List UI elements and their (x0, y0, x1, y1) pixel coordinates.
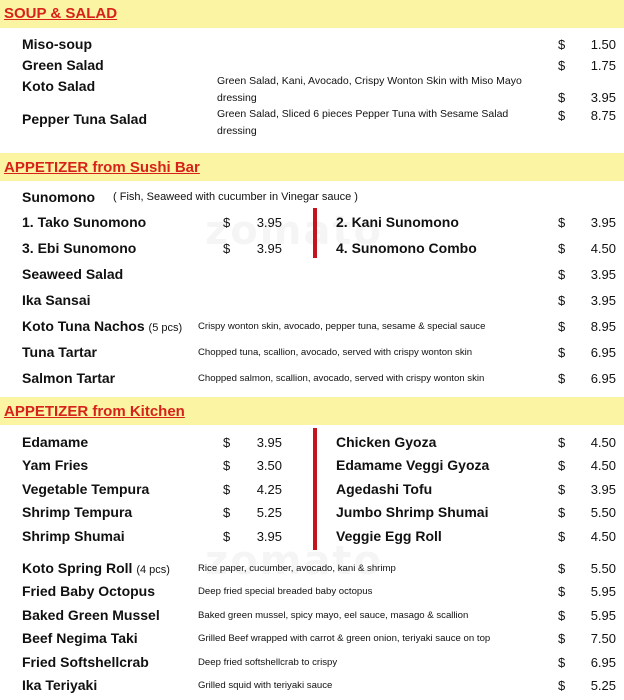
currency-symbol: $ (558, 241, 566, 256)
currency-symbol: $ (558, 293, 566, 308)
menu-item-price: 3.95 (256, 215, 282, 230)
menu-item-price: 4.50 (590, 458, 616, 473)
currency-symbol: $ (558, 58, 566, 73)
currency-symbol: $ (558, 608, 566, 623)
currency-symbol: $ (223, 505, 231, 520)
currency-symbol: $ (558, 108, 566, 123)
menu-item-name: Edamame (22, 434, 89, 450)
menu-item-note: ( Fish, Seaweed with cucumber in Vinegar sauce ) (113, 191, 358, 203)
currency-symbol: $ (558, 435, 566, 450)
menu-item-price: 4.50 (590, 435, 616, 450)
menu-item-name: Salmon Tartar (22, 370, 116, 386)
menu-item-description: Crispy wonton skin, avocado, pepper tuna, sesame & special sauce (198, 321, 486, 332)
currency-symbol: $ (558, 371, 566, 386)
currency-symbol: $ (558, 458, 566, 473)
menu-item-name: Seaweed Salad (22, 266, 124, 282)
menu-item-description: Green Salad, Sliced 6 pieces Pepper Tuna with Sesame Salad dressing (217, 108, 509, 137)
menu-item-name: 2. Kani Sunomono (336, 214, 459, 230)
section-header-sushi-bar (0, 153, 624, 181)
menu-item-name: Tuna Tartar (22, 344, 97, 360)
currency-symbol: $ (558, 267, 566, 282)
menu-item-name-text: Koto Tuna Nachos (22, 318, 145, 334)
currency-symbol: $ (223, 241, 231, 256)
menu-item-name: Sunomono (22, 189, 96, 205)
currency-symbol: $ (558, 631, 566, 646)
menu-item-price: 4.50 (590, 529, 616, 544)
menu-item-price: 6.95 (590, 655, 616, 670)
currency-symbol: $ (558, 655, 566, 670)
menu-item-description: Baked green mussel, spicy mayo, eel sauce, masago & scallion (198, 610, 469, 621)
menu-item-description: Grilled squid with teriyaki sauce (198, 680, 333, 691)
menu-item-price: 5.50 (590, 505, 616, 520)
menu-item-description: Rice paper, cucumber, avocado, kani & shrimp (198, 563, 396, 574)
menu-item-price: 6.95 (590, 371, 616, 386)
menu-item-price: 1.50 (590, 37, 616, 52)
menu-item-name-text: Koto Spring Roll (22, 560, 133, 576)
currency-symbol: $ (223, 458, 231, 473)
menu-item-price: 3.95 (590, 267, 616, 282)
menu-item-price: 8.75 (590, 108, 616, 123)
menu-item-price: 3.95 (256, 241, 282, 256)
menu-item-name: Beef Negima Taki (22, 630, 138, 646)
currency-symbol: $ (558, 561, 566, 576)
section-title: APPETIZER from Kitchen (4, 403, 185, 420)
menu-item-name: Edamame Veggi Gyoza (336, 457, 490, 473)
menu-item-name (22, 318, 182, 334)
menu-item-price: 7.50 (590, 631, 616, 646)
menu-item-name: Green Salad (22, 57, 104, 73)
currency-symbol: $ (558, 37, 566, 52)
menu-item-qty: (5 pcs) (148, 322, 183, 334)
watermark (205, 538, 383, 584)
section-title: SOUP & SALAD (4, 5, 118, 22)
menu-item-price: 8.95 (590, 319, 616, 334)
menu-item-name (22, 560, 170, 576)
menu-item-name: Koto Salad (22, 78, 96, 94)
currency-symbol: $ (558, 319, 566, 334)
menu-item-price: 3.95 (256, 529, 282, 544)
menu-item-name: Ika Sansai (22, 292, 91, 308)
menu-item-description: Deep fried softshellcrab to crispy (198, 657, 338, 668)
currency-symbol: $ (558, 505, 566, 520)
menu-item-name: Pepper Tuna Salad (22, 111, 147, 127)
menu-item-name: Baked Green Mussel (22, 607, 160, 623)
menu-item-price: 5.25 (590, 678, 616, 693)
menu-item-price: 3.95 (256, 435, 282, 450)
menu-item-name: 4. Sunomono Combo (336, 240, 477, 256)
currency-symbol: $ (223, 215, 231, 230)
menu-item-description: Deep fried special breaded baby octopus (198, 586, 373, 597)
menu-item-price: 5.95 (590, 584, 616, 599)
section-header-kitchen (0, 397, 624, 425)
menu-item-price: 5.50 (590, 561, 616, 576)
currency-symbol: $ (223, 435, 231, 450)
menu-item-price: 4.50 (590, 241, 616, 256)
currency-symbol: $ (558, 482, 566, 497)
menu-item-price: 4.25 (256, 482, 282, 497)
menu-item-price: 3.95 (590, 482, 616, 497)
menu-item-name: Shrimp Shumai (22, 528, 125, 544)
menu-item-name: Chicken Gyoza (336, 434, 437, 450)
menu-item-description: Green Salad, Kani, Avocado, Crispy Wonton Skin with Miso Mayo dressing (217, 75, 522, 104)
menu-item-name: 1. Tako Sunomono (22, 214, 147, 230)
menu-item-name: Veggie Egg Roll (336, 528, 442, 544)
menu-item-price: 3.95 (590, 293, 616, 308)
menu-item-name: Shrimp Tempura (22, 504, 133, 520)
menu-item-price: 3.95 (590, 90, 616, 105)
section-header-soup-salad (0, 0, 624, 28)
menu-item-description: Chopped tuna, scallion, avocado, served with crispy wonton skin (198, 347, 473, 358)
menu-item-name: Vegetable Tempura (22, 481, 150, 497)
currency-symbol: $ (558, 529, 566, 544)
menu-item-name: Ika Teriyaki (22, 677, 98, 693)
currency-symbol: $ (558, 345, 566, 360)
section-title: APPETIZER from Sushi Bar (4, 159, 200, 176)
menu-item-name: Agedashi Tofu (336, 481, 433, 497)
menu-item-price: 5.25 (256, 505, 282, 520)
currency-symbol: $ (558, 678, 566, 693)
menu-item-price: 5.95 (590, 608, 616, 623)
currency-symbol: $ (558, 215, 566, 230)
column-divider (313, 428, 317, 550)
currency-symbol: $ (558, 584, 566, 599)
menu-item-description: Chopped salmon, scallion, avocado, served with crispy wonton skin (198, 373, 485, 384)
menu-item-name: 3. Ebi Sunomono (22, 240, 137, 256)
menu-item-name: Yam Fries (22, 457, 89, 473)
menu-item-price: 6.95 (590, 345, 616, 360)
menu-item-name: Fried Baby Octopus (22, 583, 156, 599)
menu-item-price: 1.75 (590, 58, 616, 73)
menu-item-price: 3.50 (256, 458, 282, 473)
menu-item-description: Grilled Beef wrapped with carrot & green onion, teriyaki sauce on top (198, 633, 491, 644)
column-divider (313, 208, 317, 258)
menu-item-price: 3.95 (590, 215, 616, 230)
menu-item-name: Jumbo Shrimp Shumai (336, 504, 489, 520)
menu-item-name: Miso-soup (22, 36, 92, 52)
currency-symbol: $ (223, 482, 231, 497)
menu-item-name: Fried Softshellcrab (22, 654, 149, 670)
currency-symbol: $ (558, 90, 566, 105)
menu-item-qty: (4 pcs) (136, 564, 170, 576)
currency-symbol: $ (223, 529, 231, 544)
